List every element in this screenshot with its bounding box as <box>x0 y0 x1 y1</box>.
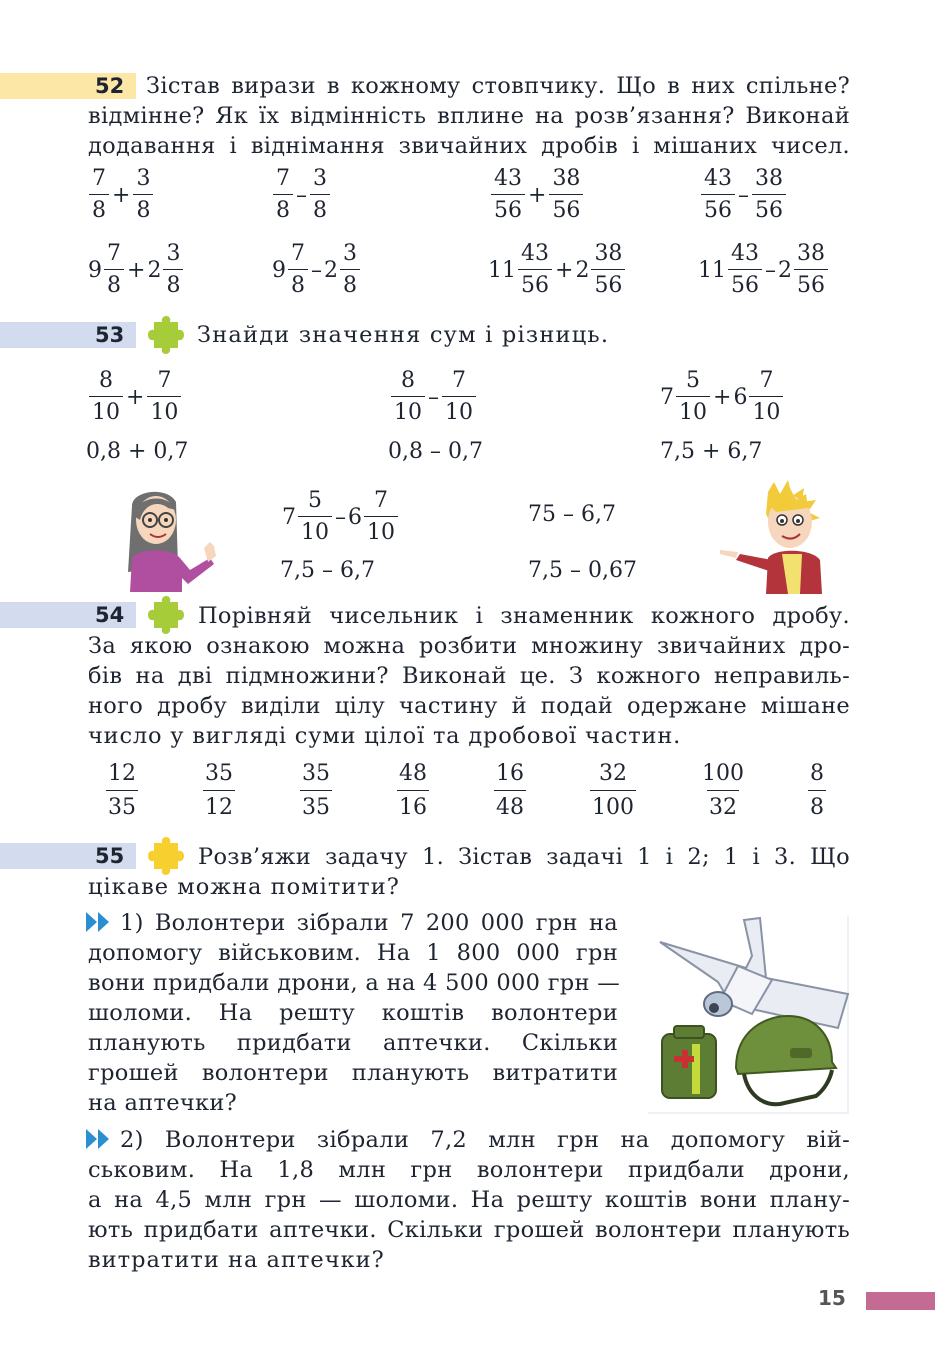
text-line: на аптечки? <box>88 1090 238 1116</box>
expression-52-2: $\frac{7}{8}$ – $\frac{3}{8}$ <box>272 168 331 222</box>
task-53-text: Знайди значення сум і різниць. <box>197 322 610 348</box>
fraction: 48 16 <box>399 761 427 820</box>
expression-52-3: $\frac{43}{56}$ + $\frac{38}{56}$ <box>490 168 584 222</box>
task-55-text <box>88 842 850 902</box>
expression-52-1: $\frac{7}{8}$ + $\frac{3}{8}$ <box>88 168 154 222</box>
text-line: 2) Волонтери зібрали 7,2 млн грн на допомогу вій- <box>120 1127 850 1153</box>
boy-character-illustration <box>716 478 834 594</box>
text-line: ного дробу виділи цілу частину й подай одержане мішане <box>88 693 850 719</box>
text-line: За якою ознакою можна розбити множину звичайних дро- <box>88 633 850 659</box>
fraction: 8 8 <box>810 761 824 820</box>
expression-53-4: 7 $\frac{5}{10}$ – 6 $\frac{7}{10}$ <box>282 490 399 544</box>
expression-52-6: 9 $\frac{7}{8}$ – 2 $\frac{3}{8}$ <box>272 243 361 297</box>
text-line: витратити на аптечки? <box>88 1247 385 1273</box>
problem-2-text <box>88 1125 850 1275</box>
decimal-expression: 7,5 + 6,7 <box>660 439 763 464</box>
expression-53-3: 7 $\frac{5}{10}$ + 6 $\frac{7}{10}$ <box>660 370 784 424</box>
task-53-number: 53 <box>95 323 125 347</box>
task-55-number: 55 <box>95 844 125 868</box>
page-number: 15 <box>818 1286 846 1310</box>
girl-character-illustration <box>118 486 218 592</box>
task-52-number: 52 <box>95 74 125 98</box>
expression-52-4: $\frac{43}{56}$ – $\frac{38}{56}$ <box>700 168 787 222</box>
text-line: 1) Волонтери зібрали 7 200 000 грн на <box>120 910 618 936</box>
fraction: 32 100 <box>592 761 634 820</box>
decimal-expression: 7,5 – 6,7 <box>280 558 375 583</box>
text-line: відмінне? Як їх відмінність вплине на розв’язання? Виконай <box>88 103 850 129</box>
text-line: а на 4,5 млн грн — шоломи. На решту коштів вони плану- <box>88 1187 850 1213</box>
task-54-number: 54 <box>95 603 125 627</box>
decimal-expression: 0,8 + 0,7 <box>86 439 189 464</box>
page-number-bar <box>866 1292 935 1310</box>
text-line: число у вигляді суми цілої та дробової частин. <box>88 723 682 749</box>
decimal-expression: 75 – 6,7 <box>528 502 616 527</box>
green-puzzle-icon <box>146 316 186 354</box>
fraction: 12 35 <box>108 761 136 820</box>
text-line: Розв’яжи задачу 1. Зістав задачі 1 і 2; 1 і 3. Що <box>198 844 850 870</box>
text-line: грошей волонтери планують витратити <box>88 1060 618 1086</box>
expression-53-1: $\frac{8}{10}$ + $\frac{7}{10}$ <box>88 370 182 424</box>
decimal-expression: 7,5 – 0,67 <box>528 558 637 583</box>
fraction: 16 48 <box>496 761 524 820</box>
drone-helmet-first-aid-illustration <box>648 916 852 1114</box>
expression-52-7: 11 $\frac{43}{56}$ + 2 $\frac{38}{56}$ <box>488 243 626 297</box>
decimal-expression: 0,8 – 0,7 <box>388 439 483 464</box>
problem-1-text <box>88 908 621 1118</box>
text-line: ють придбати аптечки. Скільки грошей волонтери планують <box>88 1217 850 1243</box>
text-line: Зістав вирази в кожному стовпчику. Що в них спільне? <box>146 73 850 99</box>
text-line: планують придбати аптечки. Скільки <box>88 1030 618 1056</box>
fraction: 35 12 <box>205 761 233 820</box>
text-line: допомогу військовим. На 1 800 000 грн <box>88 940 618 966</box>
text-line: бів на дві підмножини? Виконай це. З кожного неправиль- <box>88 663 850 689</box>
text-line: ськовим. На 1,8 млн грн волонтери придбали дрони, <box>88 1157 850 1183</box>
fraction: 100 32 <box>702 761 744 820</box>
expression-52-8: 11 $\frac{43}{56}$ – 2 $\frac{38}{56}$ <box>698 243 829 297</box>
text-line: вони придбали дрони, а на 4 500 000 грн — <box>88 970 621 996</box>
fraction: 35 35 <box>302 761 330 820</box>
text-line: цікаве можна помітити? <box>88 874 400 900</box>
expression-52-5: 9 $\frac{7}{8}$ + 2 $\frac{3}{8}$ <box>88 243 184 297</box>
text-line: додавання і віднімання звичайних дробів і мішаних чисел. <box>88 133 850 159</box>
task-54-text <box>88 601 850 751</box>
task-52-text <box>88 71 850 161</box>
expression-53-2: $\frac{8}{10}$ – $\frac{7}{10}$ <box>390 370 477 424</box>
text-line: шоломи. На решту коштів волонтери <box>88 1000 618 1026</box>
text-line: Порівняй чисельник і знаменник кожного дробу. <box>198 603 850 629</box>
